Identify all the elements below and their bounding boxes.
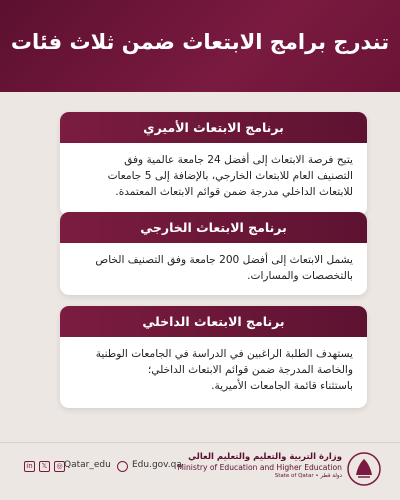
instagram-icon[interactable]: ◎	[54, 461, 65, 472]
header-banner	[0, 0, 400, 92]
globe-icon	[117, 461, 128, 472]
card-line: التصنيف العام للابتعاث الخارجي، بالإضافة إلى 5 جامعات	[107, 170, 353, 182]
card-line: والخاصة المدرجة ضمن قوائم الابتعاث الداخلي؛	[147, 364, 353, 376]
linkedin-icon[interactable]: in	[24, 461, 35, 472]
card-description	[60, 337, 367, 394]
state-of-qatar: State of Qatar • دولة قطر	[274, 473, 342, 479]
ministry-name	[172, 452, 342, 479]
card-external-scholarship	[60, 212, 367, 295]
card-title: برنامج الابتعاث الداخلي	[60, 306, 367, 337]
card-line: يتيح فرصة الابتعاث إلى أفضل 24 جامعة عالمية وفق	[124, 154, 353, 166]
card-title: برنامج الابتعاث الأميري	[60, 112, 367, 143]
ministry-name-arabic: وزارة التربية والتعليم والتعليم العالي	[188, 452, 342, 462]
card-line: بالتخصصات والمسارات.	[247, 270, 353, 282]
ministry-emblem-icon	[346, 451, 382, 487]
x-icon[interactable]: 𝕏	[39, 461, 50, 472]
ministry-name-english: Ministry of Education and Higher Education	[177, 463, 342, 472]
page-title: تندرج برامج الابتعاث ضمن ثلاث فئات	[10, 30, 390, 54]
footer	[0, 442, 400, 500]
card-line: للابتعاث الداخلي مدرجة ضمن قوائم الابتعاث المعتمدة.	[115, 186, 353, 198]
social-links	[24, 461, 65, 472]
website-link[interactable]: Edu.gov.qa	[132, 460, 182, 470]
card-description	[60, 143, 367, 200]
card-amiri-scholarship	[60, 112, 367, 216]
social-handle[interactable]: Qatar_edu	[64, 460, 111, 470]
card-line: يشمل الابتعاث إلى أفضل 200 جامعة وفق التصنيف الخاص	[95, 254, 353, 266]
card-title: برنامج الابتعاث الخارجي	[60, 212, 367, 243]
card-description	[60, 243, 367, 284]
card-line: يستهدف الطلبة الراغبين في الدراسة في الجامعات الوطنية	[95, 348, 353, 360]
card-internal-scholarship	[60, 306, 367, 408]
card-line: باستثناء قائمة الجامعات الأميرية.	[211, 380, 353, 392]
